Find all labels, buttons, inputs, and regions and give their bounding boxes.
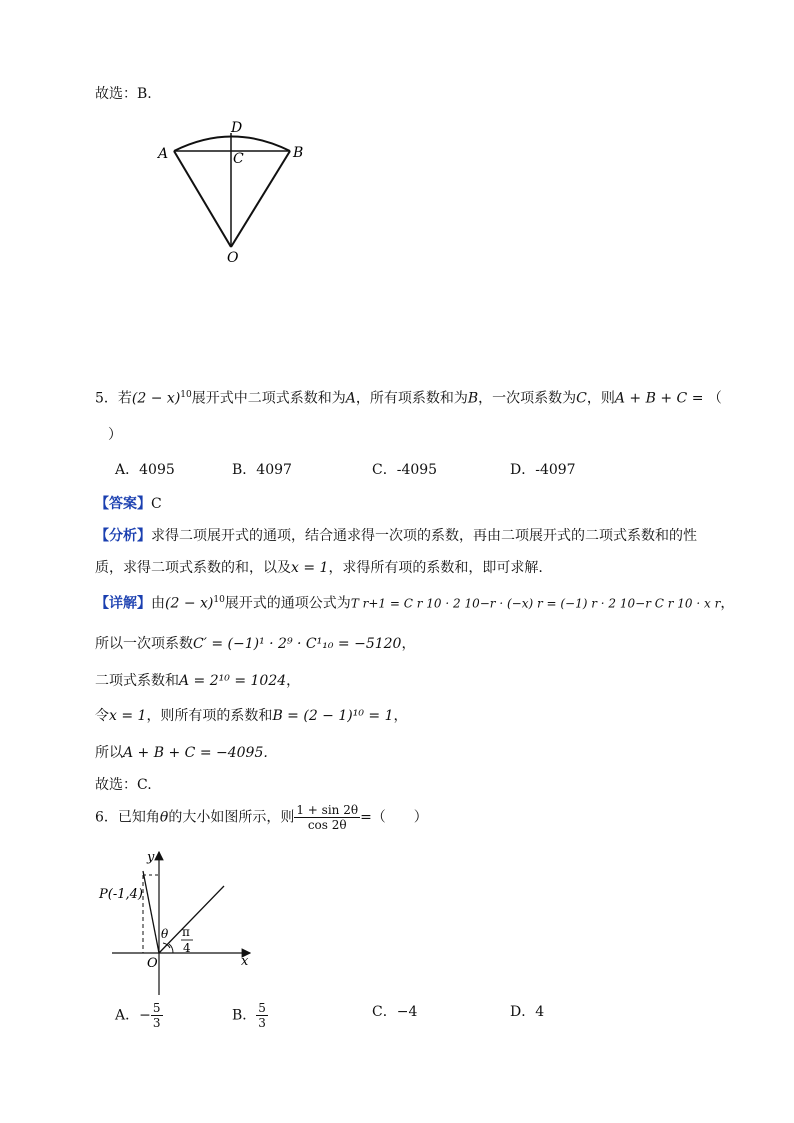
q5-stem-pre: 若: [117, 390, 132, 407]
q5-analysis-line1: [95, 529, 697, 543]
label-p: P(-1,4): [99, 887, 143, 902]
analysis-tag: 【分析】: [95, 528, 151, 544]
answer-value: C: [151, 496, 162, 512]
sector-arc: [174, 137, 290, 152]
q5-exponent: 10: [180, 390, 192, 400]
detail-all-sum-eq: B = (2 − 1)¹⁰ = 1: [272, 708, 394, 724]
fraction-numerator: 1 + sin 2θ: [296, 803, 359, 817]
q5-stem: [95, 391, 722, 406]
option-letter: C．: [372, 1004, 397, 1020]
q5-stem-post: 展开式中二项式系数和为: [191, 390, 346, 407]
q5-expr: A + B + C: [614, 390, 688, 407]
terminal-ray-p: [143, 871, 159, 953]
option-letter: C．: [372, 462, 397, 478]
detail-binomial: (2 − x): [165, 595, 214, 612]
fraction-numerator: 5: [258, 1001, 266, 1015]
q5-number: 5．: [95, 390, 118, 407]
q6-number: 6．: [95, 809, 118, 826]
prev-conclusion: 故选：B.: [95, 86, 152, 102]
analysis-x-eq: x = 1: [291, 560, 329, 576]
fraction-denominator: 3: [258, 1016, 266, 1030]
detail-text: 展开式的通项公式为: [224, 595, 351, 612]
detail-text: 所以: [95, 745, 123, 761]
q6-stem: [95, 804, 428, 831]
label-c: C: [233, 151, 244, 167]
q5-detail-line1: 【详解】由$(2 - x)^{10}$展开式的通项公式为T r+1 = C r 10 · 2 10−r · (−x) r = (−1) r · 2 10−r C r 10 · x r，: [95, 595, 735, 612]
q5-detail-line3: [95, 674, 300, 688]
label-theta: θ: [161, 927, 169, 941]
option-letter: B．: [232, 462, 257, 478]
analysis-text: 求得二项展开式的通项，结合通求得一次项的系数，再由二项展开式的二项式系数和的性: [151, 528, 697, 544]
q5-sep2: ，一次项系数为: [478, 390, 577, 407]
detail-text: ，: [286, 673, 301, 689]
option-text: -4095: [396, 462, 438, 478]
q6-option-a[interactable]: [115, 1002, 163, 1029]
q6-theta: θ: [159, 809, 169, 826]
ray-pi-over-4: [159, 886, 224, 953]
q5-var-c: C: [576, 390, 587, 407]
option-letter: D．: [510, 1004, 536, 1020]
q5-detail-line4: [95, 709, 408, 723]
detail-binomial-sum-eq: A = 2¹⁰ = 1024: [179, 673, 287, 689]
q6-option-b[interactable]: [232, 1002, 268, 1029]
q5-close-paren: ）: [108, 427, 122, 443]
label-b: B: [293, 145, 304, 161]
label-y: y: [147, 850, 155, 865]
q5-detail-line2: [95, 637, 415, 651]
label-pi: π: [182, 925, 190, 939]
detail-text: 二项式系数和: [95, 673, 179, 689]
option-letter: B．: [232, 1007, 257, 1024]
radius-oa: [174, 151, 231, 247]
detail-coefficient-eq: C′ = (−1)¹ · 2⁹ · C¹₁₀ = −5120: [193, 636, 402, 652]
analysis-text: ，求得所有项的系数和，即可求解.: [328, 560, 543, 576]
analysis-text: 质，求得二项式系数的和，以及: [95, 560, 291, 576]
q5-eq-paren: = （: [687, 390, 722, 407]
detail-exponent: 10: [213, 595, 225, 605]
label-d: D: [231, 120, 243, 136]
option-text: 4095: [139, 462, 175, 478]
q5-detail-line5: [95, 746, 268, 760]
option-fraction: [151, 1002, 163, 1029]
option-letter: A．: [115, 462, 140, 478]
label-origin: O: [147, 956, 158, 971]
fraction-numerator: 5: [152, 1001, 161, 1015]
q5-option-c[interactable]: [372, 463, 437, 477]
detail-general-term: T r+1 = C r 10 · 2 10−r · (−x) r = (−1) r · 2 10−r C r 10 · x r: [350, 596, 721, 611]
label-o: O: [227, 250, 239, 266]
q5-conclusion: 故选：C.: [95, 777, 152, 793]
detail-final-eq: A + B + C = −4095.: [123, 745, 268, 761]
detail-text: ，: [401, 636, 416, 652]
label-x: x: [241, 954, 249, 969]
sector-figure: [0, 0, 794, 300]
option-letter: D．: [510, 462, 536, 478]
detail-text: 所以一次项系数: [95, 636, 193, 652]
detail-text: ，则所有项的系数和: [146, 708, 273, 724]
q5-var-a: A: [345, 390, 356, 407]
label-a: A: [158, 146, 169, 162]
option-text: -4097: [535, 462, 576, 478]
q6-text: 的大小如图所示，则: [168, 809, 295, 826]
option-text: 4097: [256, 462, 292, 478]
q5-sep3: ，则: [586, 390, 615, 407]
q5-option-b[interactable]: [232, 463, 292, 477]
q6-text: =（ ）: [360, 809, 428, 826]
q5-option-d[interactable]: [510, 463, 576, 477]
pi4-arc: [169, 944, 173, 953]
q5-option-a[interactable]: [115, 463, 175, 477]
detail-tag: 【详解】: [95, 595, 151, 612]
option-text: −4: [396, 1004, 418, 1020]
q5-var-b: B: [467, 390, 479, 407]
q6-option-c[interactable]: [372, 1005, 417, 1019]
detail-text: 由: [151, 595, 165, 612]
fraction-denominator: 3: [152, 1016, 161, 1030]
q6-text: 已知角: [117, 809, 160, 826]
q5-sep1: ，所有项系数和为: [355, 390, 468, 407]
q5-analysis-line2: [95, 561, 543, 575]
fraction-denominator: cos 2θ: [307, 818, 347, 832]
detail-text: ，: [393, 708, 408, 724]
detail-x-eq: x = 1: [109, 708, 147, 724]
q6-fraction: [294, 804, 360, 831]
option-text: 4: [535, 1004, 545, 1020]
answer-tag: 【答案】: [95, 496, 151, 512]
label-four: 4: [183, 941, 191, 955]
q5-answer: [95, 497, 162, 511]
option-fraction: [256, 1002, 268, 1029]
detail-text: 令: [95, 708, 109, 724]
q6-option-d[interactable]: [510, 1005, 544, 1019]
q5-binomial: (2 − x): [131, 390, 181, 407]
option-sign: −: [139, 1007, 151, 1024]
option-letter: A．: [115, 1007, 140, 1024]
